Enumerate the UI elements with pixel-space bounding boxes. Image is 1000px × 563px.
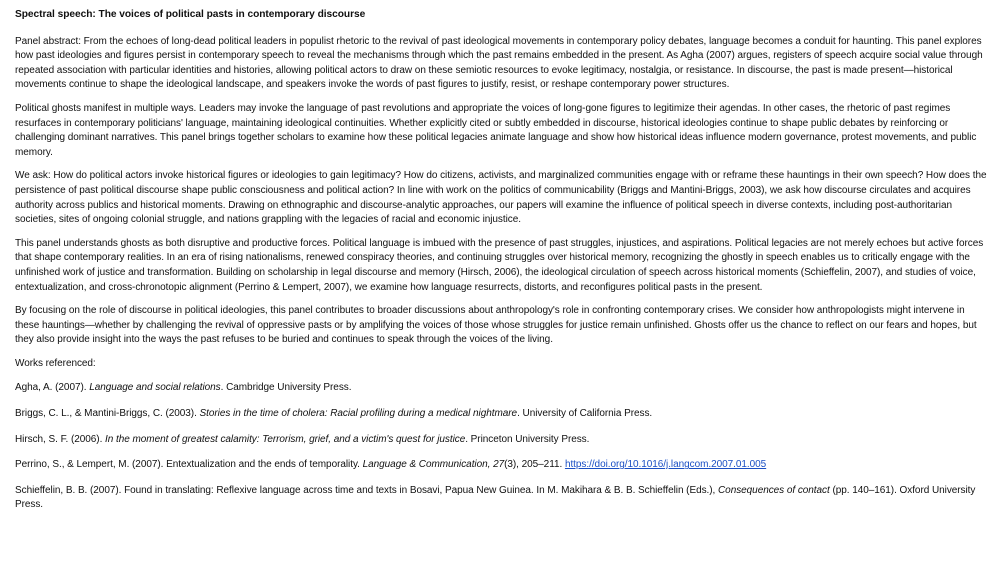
reference-entry (15, 458, 988, 473)
body-paragraph: This panel understands ghosts as both disruptive and productive forces. Political language is imbued with the presence of past struggles, injustices, and aspirations. Political legacies are not merely echoes but active forces that shape contemporary realities. In an era of rising nationalisms, renewed conspiracy theories, and continuing struggles over historical memory, recognizing the ghostly in speech enables us to critically engage with the unfinished work of justice and transformation. Building on scholarship in legal discourse and memory (Hirsch, 2006), the ideological circulation of speech across historical moments (Schieffelin, 2007), and studies of voice, entextualization, and cross-chronotopic alignment (Perrino & Lempert, 2007), we examine how language resurrects, distorts, and reconfigures political pasts in the present. (15, 237, 984, 293)
reference-entry (15, 407, 988, 422)
doi-link[interactable]: https://doi.org/10.1016/j.langcom.2007.01.005 (564, 459, 767, 471)
reference-authors: Hirsch, S. F. (2006). (15, 433, 106, 445)
reference-authors: Perrino, S., & Lempert, M. (2007). Entextualization and the ends of temporality. (15, 459, 363, 471)
body-paragraph: We ask: How do political actors invoke historical figures or ideologies to gain legitimacy? How do citizens, activists, and marginalized communities engage with or reframe these hauntings in their own speech? How does the persistence of past political discourse shape public consciousness and political action? In line with work on the politics of communicability (Briggs and Mantini-Briggs, 2003), we ask how discourse circulates and acquires authority across publics and historical moments. Drawing on ethnographic and discourse-analytic approaches, our papers will examine the influence of political speech in diverse contexts, including post-authoritarian societies, sites of ongoing colonial struggle, and nations grappling with the legacies of racial and economic injustice. (15, 170, 987, 226)
reference-entry (15, 381, 988, 396)
reference-authors: Schieffelin, B. B. (2007). Found in translating: Reflexive language across time and texts in Bosavi, Papua New Guinea. In M. Makihara & B. B. Schieffelin (Eds.), (15, 484, 719, 496)
reference-publisher: . Cambridge University Press. (220, 382, 352, 394)
reference-authors: Agha, A. (2007). (15, 382, 90, 394)
reference-title: In the moment of greatest calamity: Terrorism, grief, and a victim's quest for justice (105, 433, 466, 445)
reference-authors: Briggs, C. L., & Mantini-Briggs, C. (2003). (15, 408, 200, 420)
document-title: Spectral speech: The voices of political pasts in contemporary discourse (15, 9, 366, 20)
reference-publisher: . University of California Press. (517, 408, 653, 420)
reference-publisher: (pp. 140–161). Oxford University Press. (15, 484, 976, 511)
body-paragraph: Political ghosts manifest in multiple ways. Leaders may invoke the language of past revolutions and appropriate the voices of long-gone figures to legitimize their agendas. In other cases, the rhetoric of past regimes resurfaces in contemporary politicians' language, maintaining ideological continuities. Whether explicitly cited or subtly embedded in discourse, historical ideologies continue to shape public debates by reinforcing or challenging dominant narratives. This panel brings together scholars to examine how these political legacies animate language and show how historical ideas influence modern governance, protest movements, and public memory. (15, 102, 977, 158)
reference-entry (15, 484, 988, 513)
reference-journal: Language & Communication, 27 (362, 459, 505, 471)
reference-pages: (3), 205–211. (504, 459, 565, 471)
works-referenced-heading: Works referenced: (15, 357, 96, 369)
reference-title: Consequences of contact (718, 484, 830, 496)
abstract-paragraph: Panel abstract: From the echoes of long-dead political leaders in populist rhetoric to the revival of past ideological movements in contemporary policy debates, language becomes a conduit for haunting. This panel explores how past ideologies and figures persist in contemporary speech to reveal the mechanisms through which the past remains embedded in the present. As Agha (2007) argues, registers of speech acquire social value through repeated association with particular identities and histories, allowing political actors to draw on these semiotic resources to evoke legitimacy, nostalgia, or resistance. In discourse, the past is made present—historical movements continue to shape the ideological landscape, and speakers invoke the words of past figures to justify, resist, or reshape contemporary power structures. (15, 35, 983, 91)
reference-publisher: . Princeton University Press. (465, 433, 590, 445)
reference-title: Stories in the time of cholera: Racial profiling during a medical nightmare (199, 408, 518, 420)
body-paragraph: By focusing on the role of discourse in political ideologies, this panel contributes to broader discussions about anthropology's role in confronting contemporary crises. We consider how anthropologists might intervene in these hauntings—whether by challenging the revival of oppressive pasts or by amplifying the voices of those whose struggles for justice remain unfinished. Ghosts offer us the chance to reflect on our fears and hopes, but they also provide insight into the ways the past refuses to be buried and continues to speak through the voices of the living. (15, 305, 977, 346)
reference-title: Language and social relations (89, 382, 221, 394)
reference-entry (15, 433, 988, 448)
